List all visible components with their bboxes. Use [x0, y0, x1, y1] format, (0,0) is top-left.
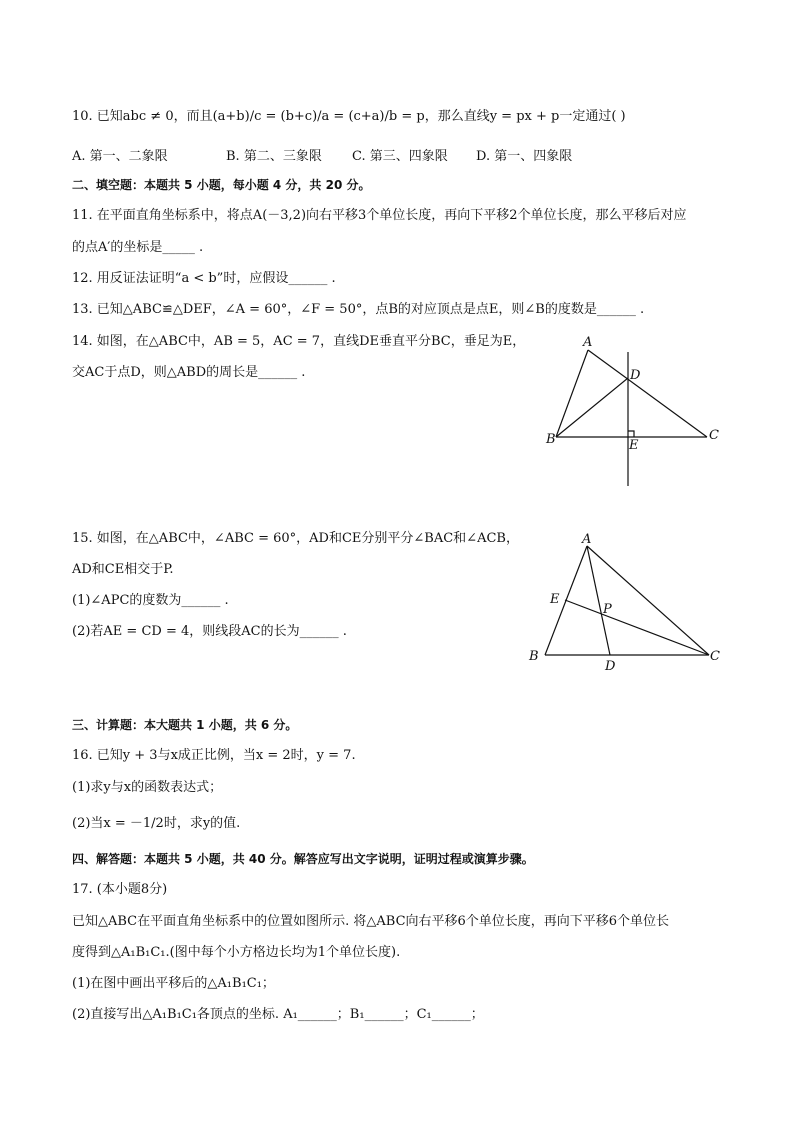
q15-label-e: E	[550, 592, 560, 607]
q15-sub1: (1)∠APC的度数为______ .	[72, 593, 229, 608]
q15-line1: 15. 如图，在△ABC中，∠ABC = 60°，AD和CE分别平分∠BAC和∠ACB，	[72, 531, 519, 546]
q17-line2: 度得到△A₁B₁C₁.(图中每个小方格边长均为1个单位长度).	[72, 945, 401, 960]
q10-option-b: B. 第二、三象限	[226, 149, 322, 164]
section-fill-in-heading: 二、填空题：本题共 5 小题，每小题 4 分，共 20 分。	[72, 178, 371, 192]
section-solution-heading: 四、解答题：本题共 5 小题，共 40 分。解答应写出文字说明，证明过程或演算步骤。	[72, 852, 534, 866]
q15-sub2: (2)若AE = CD = 4，则线段AC的长为______ .	[72, 624, 347, 639]
q12-text: 12. 用反证法证明“a < b”时，应假设______ .	[72, 271, 336, 286]
q10-option-c: C. 第三、四象限	[352, 149, 448, 164]
q15-side-ab	[545, 546, 587, 655]
q15-bisector-ad	[587, 546, 610, 655]
q14-label-a: A	[583, 335, 593, 350]
q14-label-c: C	[709, 428, 719, 443]
q14-line1: 14. 如图，在△ABC中，AB = 5，AC = 7，直线DE垂直平分BC，垂足为E，	[72, 334, 526, 349]
q14-label-e: E	[629, 438, 639, 453]
q15-label-p: P	[603, 602, 612, 617]
q15-line2: AD和CE相交于P.	[72, 562, 174, 577]
q16-line1: 16. 已知y + 3与x成正比例，当x = 2时，y = 7.	[72, 748, 356, 763]
q14-segment-bd	[556, 378, 628, 437]
q15-label-c: C	[710, 649, 720, 664]
q14-side-ab	[556, 350, 588, 437]
q15-bisector-ce	[565, 600, 709, 655]
q17-sub1: (1)在图中画出平移后的△A₁B₁C₁；	[72, 976, 275, 991]
q17-sub2: (2)直接写出△A₁B₁C₁各顶点的坐标. A₁______；B₁______；C₁______；	[72, 1007, 484, 1022]
q10-option-d: D. 第一、四象限	[476, 149, 573, 164]
section-calculation-heading: 三、计算题：本大题共 1 小题，共 6 分。	[72, 718, 298, 732]
q14-line2: 交AC于点D，则△ABD的周长是______ .	[72, 365, 306, 380]
q15-label-a: A	[582, 532, 592, 547]
q16-sub2: (2)当x = －1/2时，求y的值.	[72, 816, 241, 831]
q17-header: 17. (本小题8分)	[72, 882, 168, 897]
q16-sub1: (1)求y与x的函数表达式；	[72, 780, 223, 795]
q14-side-ac	[588, 350, 707, 437]
q11-line2: 的点A′的坐标是_____ .	[72, 240, 204, 255]
q15-label-b: B	[529, 649, 539, 664]
q15-label-d: D	[605, 659, 616, 674]
q17-line1: 已知△ABC在平面直角坐标系中的位置如图所示. 将△ABC向右平移6个单位长度，再向下平移6个单位长	[72, 914, 670, 929]
q10-option-a: A. 第一、二象限	[72, 149, 168, 164]
q14-right-angle-mark	[628, 431, 634, 437]
q10-text: 10. 已知abc ≠ 0，而且(a+b)/c = (b+c)/a = (c+a)/b = p，那么直线y = px + p一定通过( )	[72, 109, 626, 124]
q13-text: 13. 已知△ABC≌△DEF，∠A = 60°，∠F = 50°，点B的对应顶点是点E，则∠B的度数是______ .	[72, 302, 645, 317]
q14-label-d: D	[630, 368, 641, 383]
q15-side-ac	[587, 546, 709, 655]
q11-line1: 11. 在平面直角坐标系中，将点A(－3,2)向右平移3个单位长度，再向下平移2个单位长度，那么平移后对应	[72, 208, 687, 223]
q14-label-b: B	[546, 432, 556, 447]
